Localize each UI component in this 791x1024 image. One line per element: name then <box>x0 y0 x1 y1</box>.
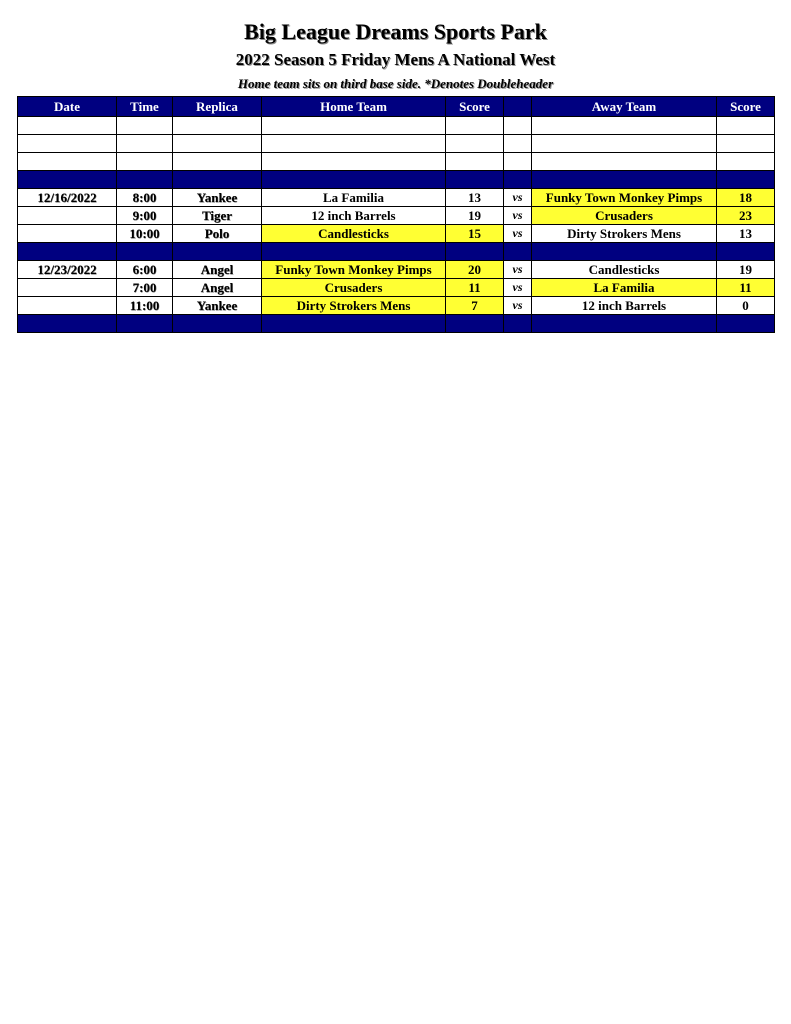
separator-cell <box>18 171 117 189</box>
table-row <box>18 279 775 297</box>
vs-label: vs <box>504 261 532 279</box>
away-team: Candlesticks <box>532 261 717 279</box>
away-score: 23 <box>717 207 775 225</box>
separator-cell <box>173 243 262 261</box>
home-score: 20 <box>446 261 504 279</box>
away-score: 13 <box>717 225 775 243</box>
game-time: 11:00 <box>117 297 173 315</box>
col-header-away-team: Away Team <box>532 97 717 117</box>
blank-row <box>18 135 775 153</box>
home-team: Crusaders <box>262 279 446 297</box>
game-field: Polo <box>173 225 262 243</box>
separator-cell <box>18 315 117 333</box>
page-note: Home team sits on third base side. *Denotes Doubleheader <box>237 76 554 91</box>
separator-cell <box>446 243 504 261</box>
away-score: 11 <box>717 279 775 297</box>
game-time: 6:00 <box>117 261 173 279</box>
game-date <box>18 225 117 243</box>
separator-cell <box>117 243 173 261</box>
away-score: 0 <box>717 297 775 315</box>
game-field: Tiger <box>173 207 262 225</box>
separator-cell <box>532 315 717 333</box>
game-date: 12/16/2022 <box>18 189 117 207</box>
table-row <box>18 207 775 225</box>
separator-cell <box>446 171 504 189</box>
separator-cell <box>117 171 173 189</box>
game-date: 12/23/2022 <box>18 261 117 279</box>
separator-cell <box>262 243 446 261</box>
vs-label: vs <box>504 225 532 243</box>
away-score: 19 <box>717 261 775 279</box>
table-row <box>18 225 775 243</box>
game-time: 9:00 <box>117 207 173 225</box>
vs-label: vs <box>504 207 532 225</box>
schedule-body <box>18 117 775 333</box>
game-field: Yankee <box>173 189 262 207</box>
col-header-time: Time <box>117 97 173 117</box>
vs-label: vs <box>504 189 532 207</box>
blank-row <box>18 153 775 171</box>
separator-cell <box>504 315 532 333</box>
separator-cell <box>117 315 173 333</box>
separator-cell <box>446 315 504 333</box>
game-date <box>18 279 117 297</box>
home-score: 19 <box>446 207 504 225</box>
col-header-away-score: Score <box>717 97 775 117</box>
week-separator <box>18 315 775 333</box>
home-team: 12 inch Barrels <box>262 207 446 225</box>
week-separator <box>18 243 775 261</box>
separator-cell <box>717 243 775 261</box>
schedule-table <box>17 96 775 333</box>
table-row <box>18 189 775 207</box>
col-header-home-score: Score <box>446 97 504 117</box>
away-team: Funky Town Monkey Pimps <box>532 189 717 207</box>
separator-cell <box>532 171 717 189</box>
home-team: Dirty Strokers Mens <box>262 297 446 315</box>
home-score: 15 <box>446 225 504 243</box>
away-score: 18 <box>717 189 775 207</box>
separator-cell <box>717 315 775 333</box>
separator-cell <box>18 243 117 261</box>
game-time: 10:00 <box>117 225 173 243</box>
home-score: 11 <box>446 279 504 297</box>
week-separator <box>18 171 775 189</box>
separator-cell <box>532 243 717 261</box>
vs-label: vs <box>504 297 532 315</box>
home-team: Candlesticks <box>262 225 446 243</box>
page-subtitle: 2022 Season 5 Friday Mens A National West <box>235 50 556 69</box>
game-field: Yankee <box>173 297 262 315</box>
col-header-replica: Replica <box>173 97 262 117</box>
away-team: Dirty Strokers Mens <box>532 225 717 243</box>
game-date <box>18 207 117 225</box>
home-team: La Familia <box>262 189 446 207</box>
separator-cell <box>262 315 446 333</box>
home-score: 7 <box>446 297 504 315</box>
away-team: 12 inch Barrels <box>532 297 717 315</box>
separator-cell <box>173 171 262 189</box>
home-team: Funky Town Monkey Pimps <box>262 261 446 279</box>
game-field: Angel <box>173 279 262 297</box>
away-team: La Familia <box>532 279 717 297</box>
col-header-date: Date <box>18 97 117 117</box>
col-header-home-team: Home Team <box>262 97 446 117</box>
separator-cell <box>504 243 532 261</box>
separator-cell <box>717 171 775 189</box>
away-team: Crusaders <box>532 207 717 225</box>
game-date <box>18 297 117 315</box>
game-field: Angel <box>173 261 262 279</box>
header-row <box>18 97 775 117</box>
separator-cell <box>173 315 262 333</box>
separator-cell <box>262 171 446 189</box>
col-header-vs <box>504 97 532 117</box>
blank-row <box>18 117 775 135</box>
home-score: 13 <box>446 189 504 207</box>
table-row <box>18 297 775 315</box>
game-time: 8:00 <box>117 189 173 207</box>
page-title: Big League Dreams Sports Park <box>244 19 547 44</box>
vs-label: vs <box>504 279 532 297</box>
game-time: 7:00 <box>117 279 173 297</box>
table-row <box>18 261 775 279</box>
separator-cell <box>504 171 532 189</box>
